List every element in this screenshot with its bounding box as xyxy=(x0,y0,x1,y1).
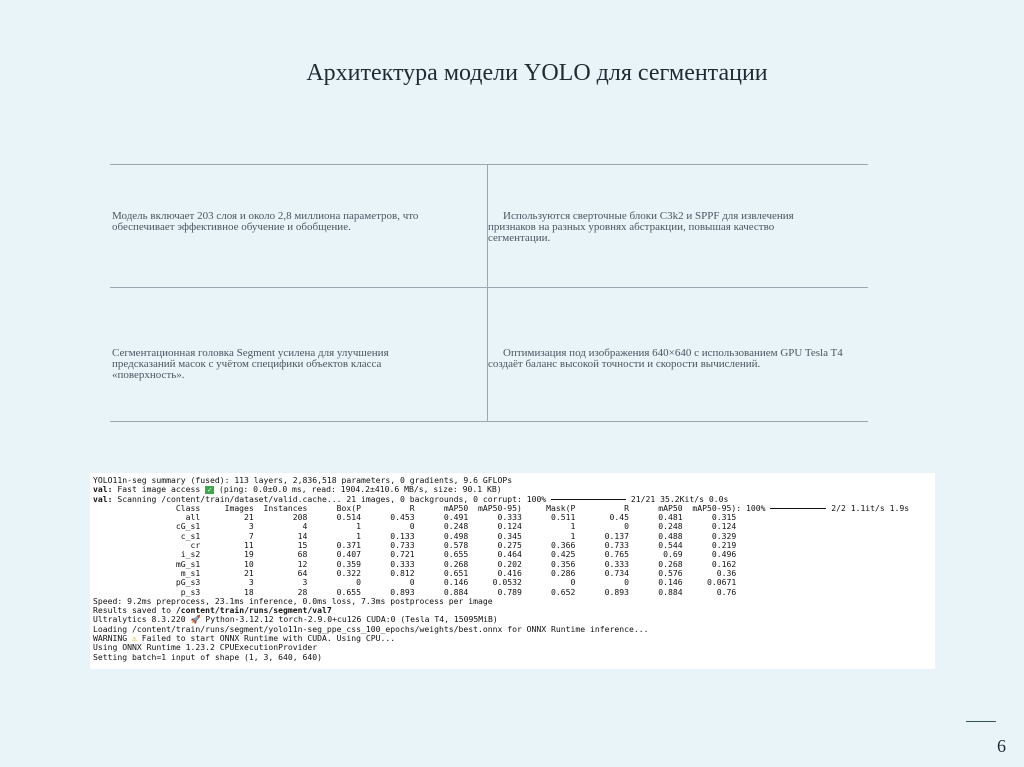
terminal-text: 21/21 35.2Kit/s 0.0s xyxy=(626,493,729,504)
terminal-output-image xyxy=(90,473,935,669)
terminal-line: YOLO11n-seg summary (fused): 113 layers, 2,836,518 parameters, 0 gradients, 9.6 GFLOPs xyxy=(93,475,513,485)
table-row: m_s1 21 64 0.322 0.812 0.651 0.416 0.286 0.734 0.576 0.36 xyxy=(93,567,737,578)
progress-bar xyxy=(770,508,826,509)
cell-text: Сегментационная головка Segment усилена для улучшения предсказаний масок с учётом специфики объектов класса «поверхность». xyxy=(112,347,389,381)
page-number: 6 xyxy=(997,736,1006,756)
table-cell xyxy=(488,348,860,370)
terminal-text: WARNING xyxy=(93,633,132,644)
table-row: p_s3 18 28 0.655 0.893 0.884 0.789 0.652 0.893 0.884 0.76 xyxy=(93,586,737,597)
progress-bar xyxy=(551,499,626,500)
terminal-line: Speed: 9.2ms preprocess, 23.1ms inference, 0.0ms loss, 7.3ms postprocess per image xyxy=(93,595,493,606)
terminal-line: Loading /content/train/runs/segment/yolo11n-seg_ppe_css_100_epochs/weights/best.onnx for ONNX Runtime inference... xyxy=(93,623,649,634)
table-header: Class Images Instances Box(P R mAP50 mAP50-95) Mask(P R mAP50 mAP50-95): 100% xyxy=(93,502,771,513)
table-divider xyxy=(110,164,868,165)
slide-title: Архитектура модели YOLO для сегментации xyxy=(306,60,768,86)
table-cell xyxy=(112,211,462,233)
content-table xyxy=(110,164,868,422)
table-row: mG_s1 10 12 0.359 0.333 0.268 0.202 0.356 0.333 0.268 0.162 xyxy=(93,558,737,569)
table-row: c_s1 7 14 1 0.133 0.498 0.345 1 0.137 0.488 0.329 xyxy=(93,530,737,541)
val-label: val: xyxy=(93,493,113,504)
table-row: pG_s3 3 3 0 0 0.146 0.0532 0 0 0.146 0.0671 xyxy=(93,577,737,588)
cell-text: Модель включает 203 слоя и около 2,8 миллиона параметров, что обеспечивает эффективное обучение и обобщение. xyxy=(112,210,419,233)
warning-icon: ⚠ xyxy=(131,633,137,644)
cell-text: Оптимизация под изображения 640×640 с использованием GPU Tesla T4 создаёт баланс высокой точности и скорости вычислений. xyxy=(488,347,843,370)
table-cell xyxy=(112,348,442,381)
results-path: /content/train/runs/segment/val7 xyxy=(175,605,332,616)
check-icon: ✓ xyxy=(205,486,214,494)
table-cell xyxy=(488,211,838,244)
table-row: cr 11 15 0.371 0.733 0.578 0.275 0.366 0.733 0.544 0.219 xyxy=(93,540,737,551)
val-label: val: xyxy=(93,484,113,495)
table-row: all 21 208 0.514 0.453 0.491 0.333 0.511 0.45 0.481 0.315 xyxy=(93,512,737,523)
terminal-text: Scanning /content/train/dataset/valid.cache... 21 images, 0 backgrounds, 0 corrupt: 100% xyxy=(112,493,552,504)
page-number-rule xyxy=(966,721,996,722)
terminal-text: 2/2 1.1it/s 1.9s xyxy=(826,502,910,513)
terminal-text: Failed to start ONNX Runtime with CUDA. Using CPU... xyxy=(136,633,396,644)
table-divider xyxy=(487,164,488,422)
terminal-line: Ultralytics 8.3.220 🚀 Python-3.12.12 torch-2.9.0+cu126 CUDA:0 (Tesla T4, 15095MiB) xyxy=(93,614,498,625)
table-row: i_s2 19 68 0.407 0.721 0.655 0.464 0.425 0.765 0.69 0.496 xyxy=(93,549,737,560)
cell-text: Используются сверточные блоки C3k2 и SPPF для извлечения признаков на разных уровнях абстракции, повышая качество сегментации. xyxy=(488,210,794,244)
terminal-text: Results saved to xyxy=(93,605,176,616)
table-divider xyxy=(110,421,868,422)
table-divider xyxy=(110,287,868,288)
terminal-text: Fast image access xyxy=(112,484,206,495)
terminal-line: Using ONNX Runtime 1.23.2 CPUExecutionProvider xyxy=(93,642,318,653)
terminal-line: Setting batch=1 input of shape (1, 3, 640, 640) xyxy=(93,651,323,662)
table-row: cG_s1 3 4 1 0 0.248 0.124 1 0 0.248 0.124 xyxy=(93,521,737,532)
terminal-text: (ping: 0.0±0.0 ms, read: 1904.2±410.6 MB/s, size: 90.1 KB) xyxy=(214,484,502,495)
